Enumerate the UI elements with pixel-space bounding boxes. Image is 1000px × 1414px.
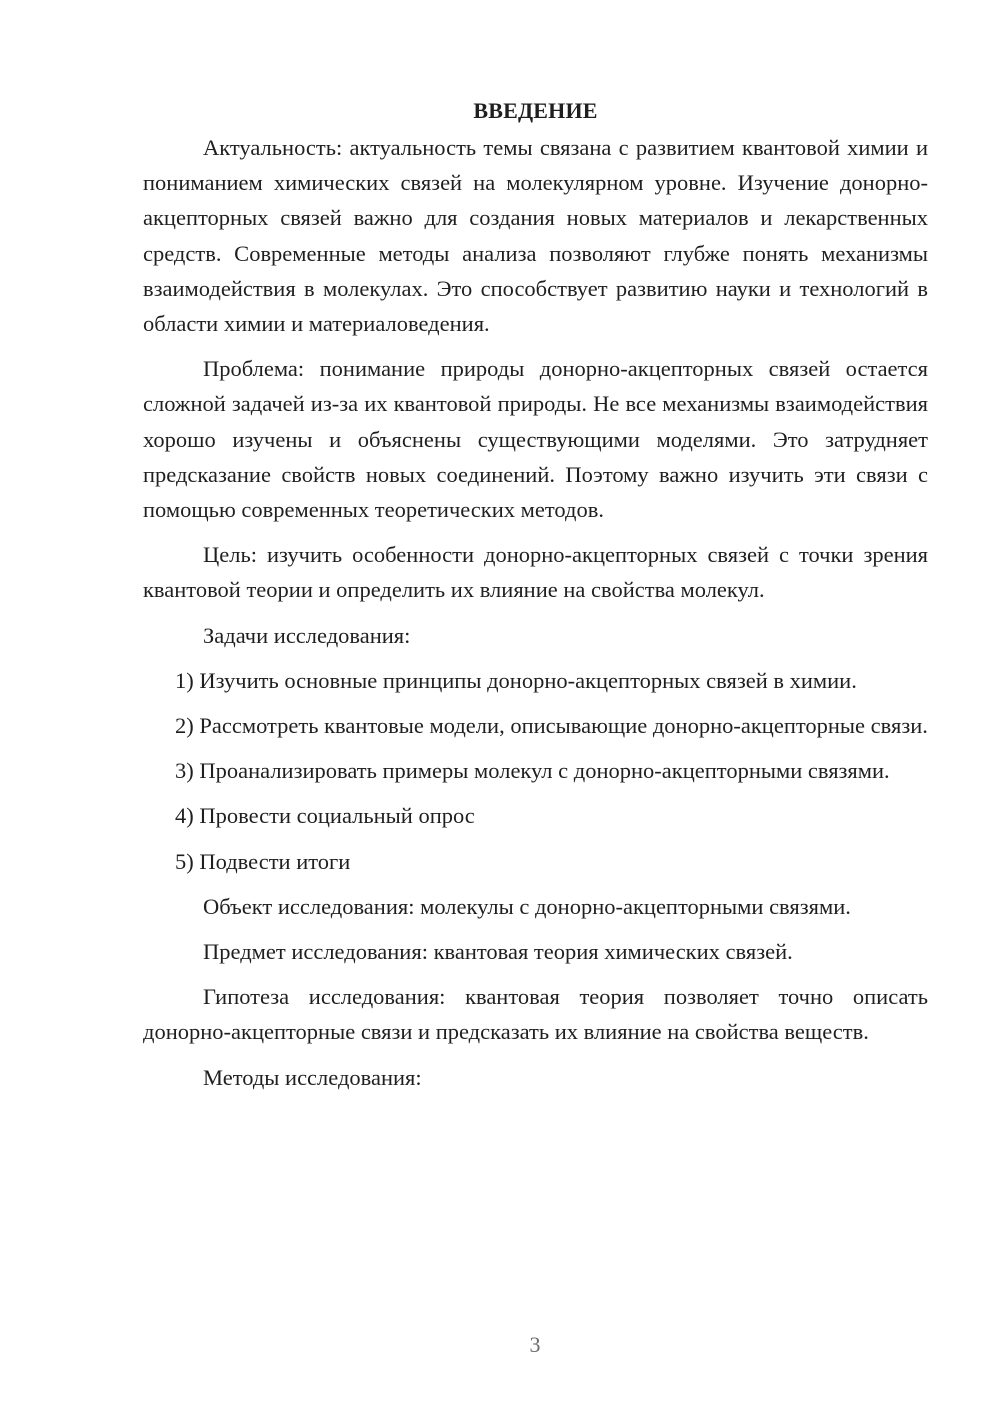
task-item-5: 5) Подвести итоги (175, 848, 351, 874)
document-page (143, 94, 928, 1095)
methods-heading: Методы исследования: (203, 1064, 422, 1090)
hypothesis-paragraph: Гипотеза исследования: квантовая теория позволяет точно описать донорно-акцепторные связи и предсказать их влияние на свойства веществ. (143, 984, 928, 1045)
tasks-heading: Задачи исследования: (203, 622, 411, 648)
task-item-4: 4) Провести социальный опрос (175, 803, 475, 829)
object-paragraph: Объект исследования: молекулы с донорно-акцепторными связями. (203, 893, 851, 919)
problem-paragraph: Проблема: понимание природы донорно-акцепторных связей остается сложной задачей из-за их квантовой природы. Не все механизмы взаимодействия хорошо изучены и объяснены существующими моделями. Это затрудняет предсказание свойств новых соединений. Поэтому важно изучить эти связи с помощью современных теоретических методов. (143, 356, 928, 523)
relevance-paragraph: Актуальность: актуальность темы связана с развитием квантовой химии и пониманием химических связей на молекулярном уровне. Изучение донорно-акцепторных связей важно для создания новых материалов и лекарственных средств. Современные методы анализа позволяют глубже понять механизмы взаимодействия в молекулах. Это способствует развитию науки и технологий в области химии и материаловедения. (143, 135, 928, 337)
task-item-1: 1) Изучить основные принципы донорно-акцепторных связей в химии. (175, 667, 857, 693)
task-item-2: 2) Рассмотреть квантовые модели, описывающие донорно-акцепторные связи. (175, 713, 928, 739)
goal-paragraph: Цель: изучить особенности донорно-акцепторных связей с точки зрения квантовой теории и определить их влияние на свойства молекул. (143, 542, 928, 603)
subject-paragraph: Предмет исследования: квантовая теория химических связей. (203, 939, 793, 965)
page-title: ВВЕДЕНИЕ (473, 98, 598, 123)
page-number: 3 (529, 1332, 541, 1357)
task-item-3: 3) Проанализировать примеры молекул с донорно-акцепторными связями. (175, 758, 890, 784)
